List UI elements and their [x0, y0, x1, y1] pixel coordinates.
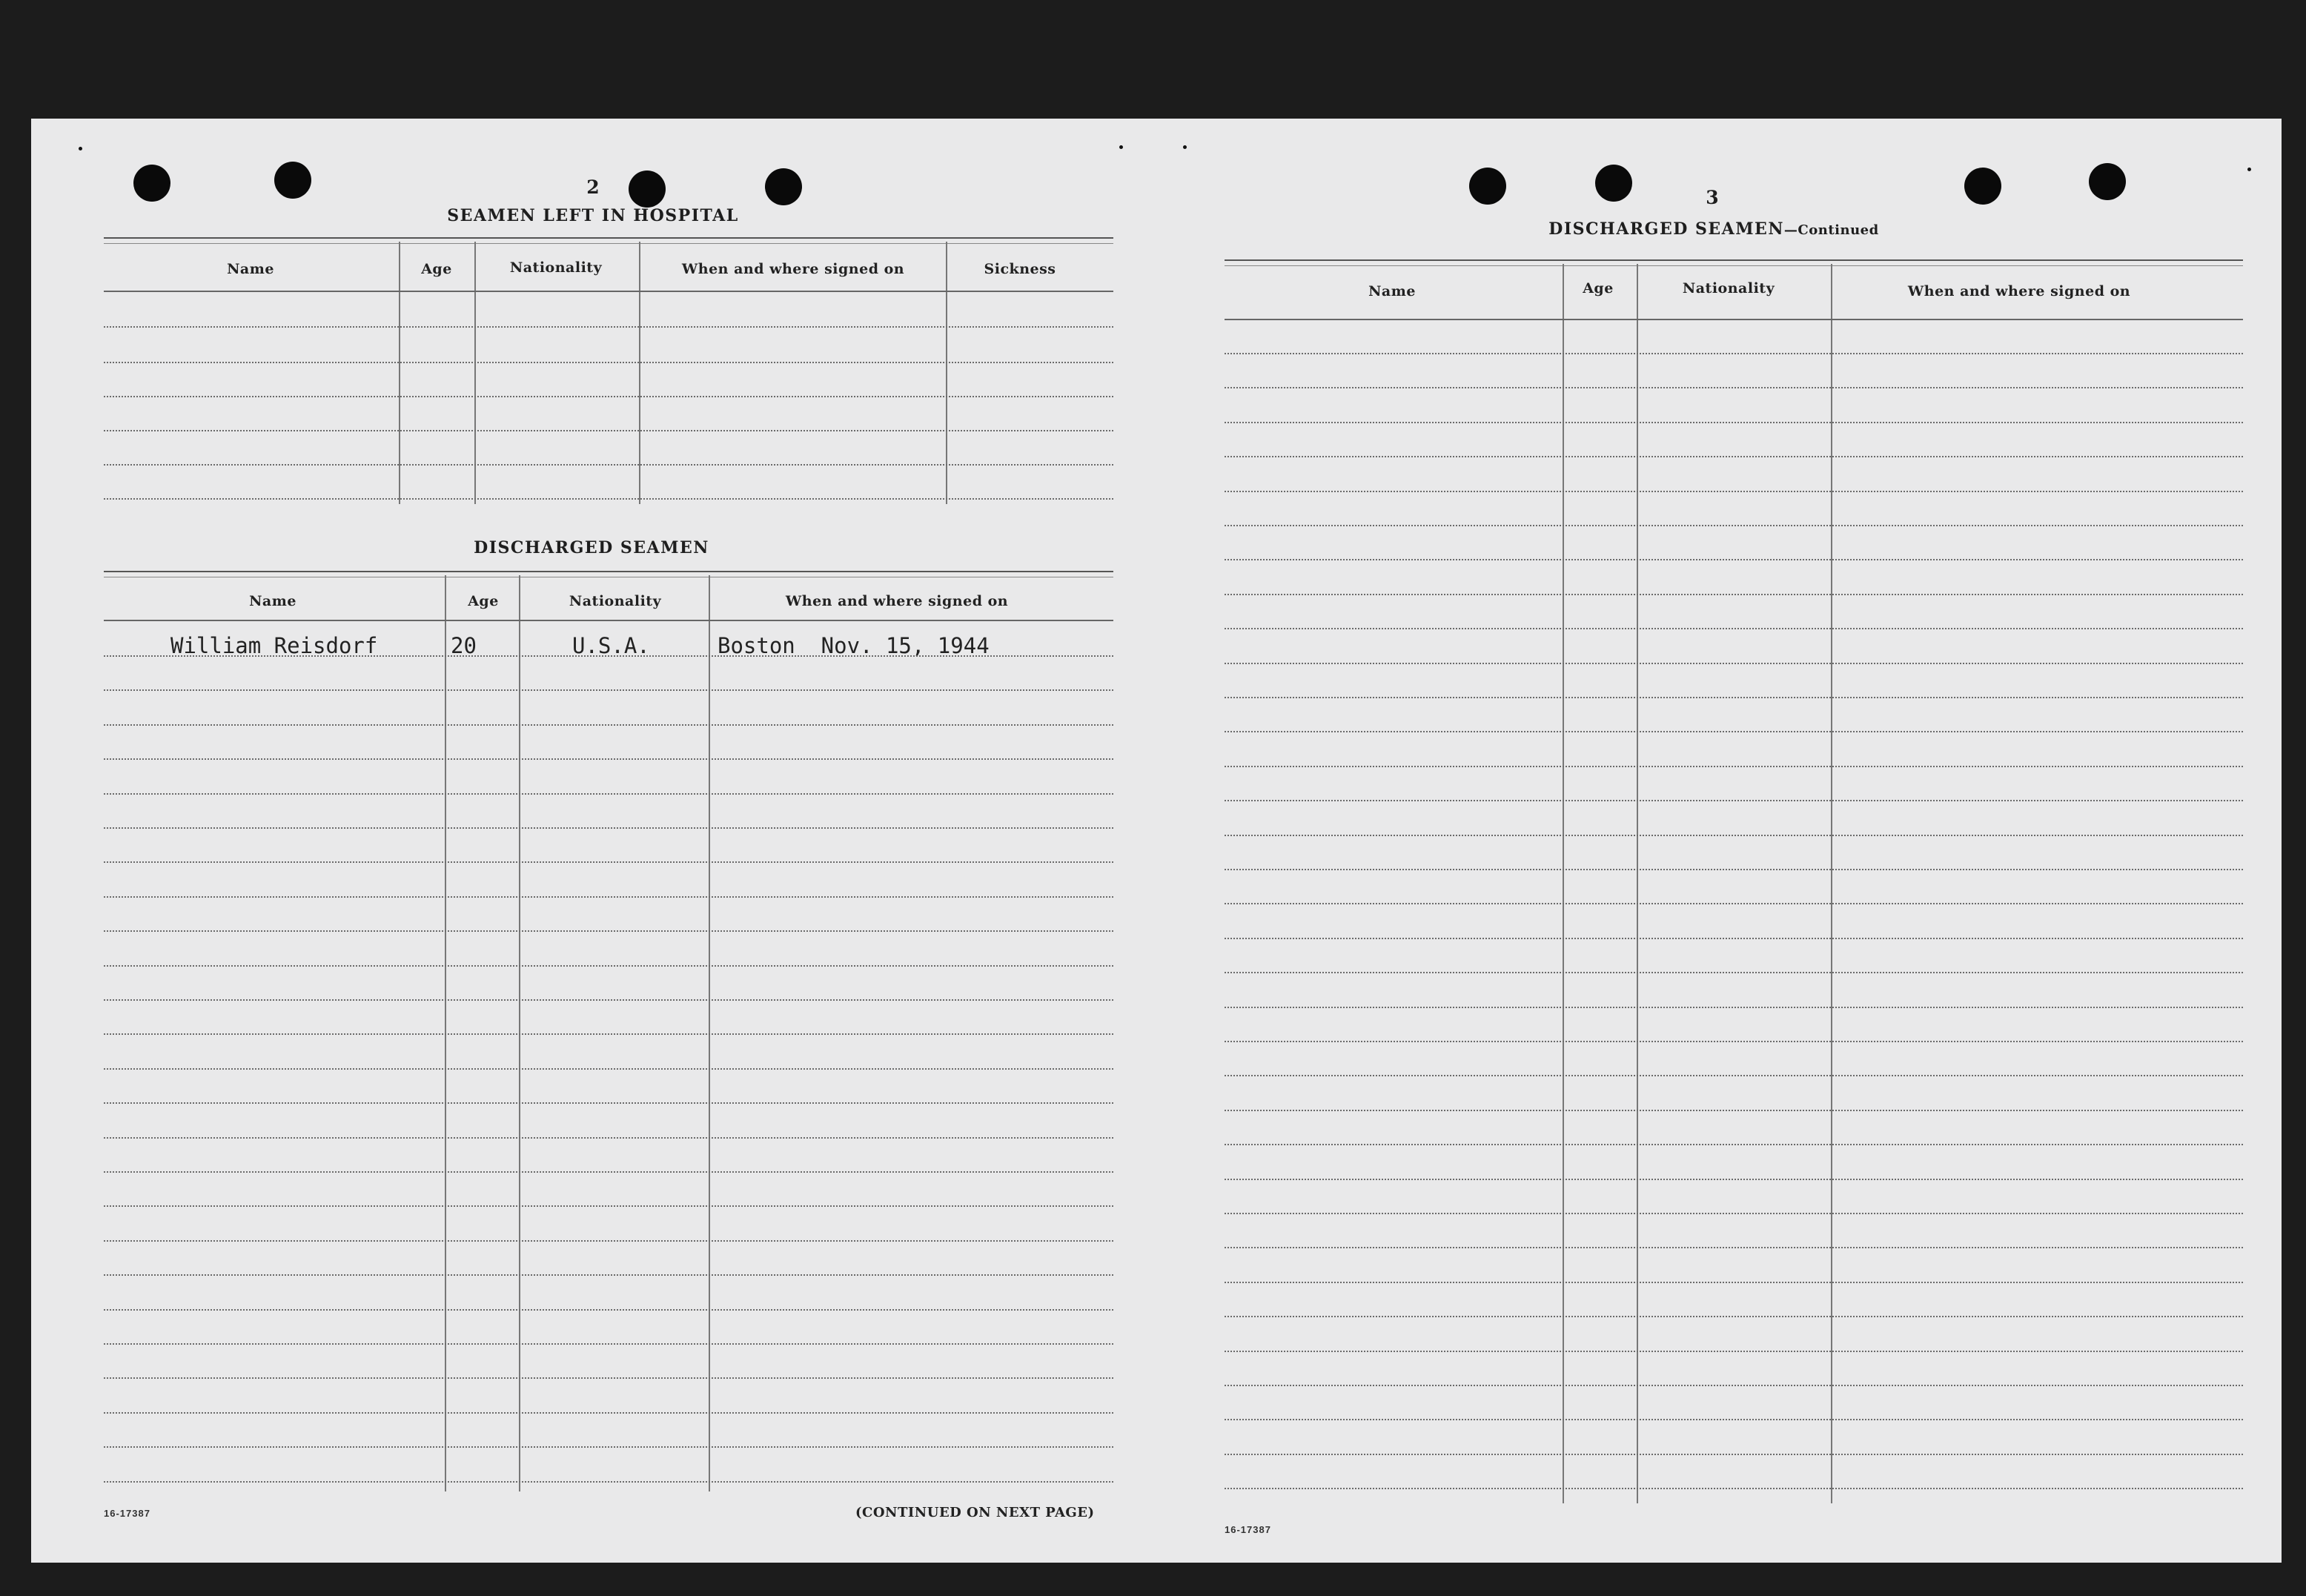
discharged-row-1-nationality: U.S.A. — [572, 633, 650, 658]
row-line — [104, 689, 1113, 691]
row-line — [104, 1343, 1113, 1345]
row-line — [1225, 1282, 2243, 1283]
row-line — [1225, 1351, 2243, 1352]
row-line — [1225, 766, 2243, 767]
row-line — [1225, 800, 2243, 801]
row-line — [104, 1068, 1113, 1070]
row-line — [104, 999, 1113, 1001]
punch-hole — [1595, 165, 1632, 202]
row-line — [1225, 1247, 2243, 1248]
row-line — [104, 1446, 1113, 1448]
row-line — [1225, 353, 2243, 354]
row-line — [1225, 1179, 2243, 1180]
punch-hole — [765, 168, 802, 205]
left-form-code: 16-17387 — [104, 1508, 150, 1519]
punch-hole — [2089, 163, 2126, 200]
row-line — [104, 827, 1113, 829]
row-line — [104, 1412, 1113, 1414]
row-line — [104, 1481, 1113, 1483]
hospital-col-sickness: Sickness — [984, 261, 1056, 277]
right-col-age: Age — [1583, 280, 1614, 297]
row-line — [104, 1033, 1113, 1035]
row-line — [104, 930, 1113, 932]
discharged-row-1-name: William Reisdorf — [170, 633, 378, 658]
row-line — [1225, 1110, 2243, 1111]
row-line — [104, 724, 1113, 726]
speck — [2247, 168, 2251, 171]
row-line — [1225, 1385, 2243, 1386]
row-line — [104, 758, 1113, 760]
discharged-col-signed-on: When and where signed on — [785, 593, 1009, 609]
row-line — [1225, 835, 2243, 836]
hospital-section-title: SEAMEN LEFT IN HOSPITAL — [447, 206, 739, 225]
row-line — [1225, 663, 2243, 664]
hospital-col-nationality: Nationality — [509, 259, 603, 276]
right-col-name: Name — [1368, 283, 1416, 299]
row-line — [104, 655, 1113, 657]
row-line — [1225, 628, 2243, 629]
discharged-row-1-age: 20 — [451, 633, 477, 658]
speck — [79, 147, 82, 150]
row-line — [1225, 972, 2243, 973]
discharged-col-age: Age — [468, 593, 499, 609]
right-col-signed-on: When and where signed on — [1907, 283, 2131, 299]
row-line — [104, 1102, 1113, 1104]
speck — [1119, 145, 1123, 149]
row-line — [104, 1205, 1113, 1207]
row-line — [1225, 1488, 2243, 1489]
row-line — [104, 965, 1113, 967]
row-line — [104, 1171, 1113, 1173]
row-line — [1225, 938, 2243, 939]
row-line — [1225, 422, 2243, 423]
row-line — [104, 1274, 1113, 1276]
left-page-number: 2 — [586, 176, 600, 198]
document-paper — [31, 119, 2282, 1563]
row-line — [1225, 1075, 2243, 1076]
row-line — [1225, 387, 2243, 388]
row-line — [1225, 456, 2243, 457]
right-discharged-table — [1225, 259, 2243, 1505]
row-line — [104, 861, 1113, 863]
discharged-section-title: DISCHARGED SEAMEN — [474, 538, 709, 557]
hospital-col-age: Age — [421, 261, 452, 277]
row-line — [1225, 491, 2243, 492]
row-line — [1225, 697, 2243, 698]
right-title-suffix: —Continued — [1783, 222, 1879, 238]
hospital-col-name: Name — [227, 261, 274, 277]
right-page-number: 3 — [1706, 187, 1719, 208]
right-title-main: DISCHARGED SEAMEN — [1548, 219, 1784, 239]
row-line — [104, 896, 1113, 898]
discharged-row-1-signed-on: Boston Nov. 15, 1944 — [718, 633, 990, 658]
punch-hole — [1964, 168, 2001, 205]
row-line — [1225, 1316, 2243, 1317]
hospital-col-signed-on: When and where signed on — [681, 261, 905, 277]
row-line — [1225, 1041, 2243, 1042]
punch-hole — [133, 165, 170, 202]
punch-hole — [1469, 168, 1506, 205]
row-line — [1225, 1007, 2243, 1008]
discharged-col-nationality: Nationality — [569, 593, 662, 609]
right-section-title — [1548, 219, 1878, 239]
speck — [1183, 145, 1187, 149]
row-line — [104, 793, 1113, 795]
row-line — [1225, 903, 2243, 904]
row-line — [1225, 869, 2243, 870]
row-line — [1225, 1454, 2243, 1455]
row-line — [1225, 1144, 2243, 1145]
right-col-nationality: Nationality — [1682, 280, 1775, 297]
row-line — [1225, 1419, 2243, 1420]
row-line — [1225, 559, 2243, 560]
punch-hole — [274, 162, 311, 199]
discharged-col-name: Name — [249, 593, 296, 609]
continued-note: (CONTINUED ON NEXT PAGE) — [855, 1505, 1095, 1520]
row-line — [104, 1137, 1113, 1139]
row-line — [104, 1309, 1113, 1311]
row-line — [104, 1240, 1113, 1242]
row-line — [1225, 1213, 2243, 1214]
row-line — [1225, 731, 2243, 732]
row-line — [104, 1377, 1113, 1379]
row-line — [1225, 525, 2243, 526]
row-line — [1225, 594, 2243, 595]
discharged-table — [104, 571, 1113, 1497]
right-form-code: 16-17387 — [1225, 1524, 1271, 1535]
punch-hole — [629, 170, 666, 208]
